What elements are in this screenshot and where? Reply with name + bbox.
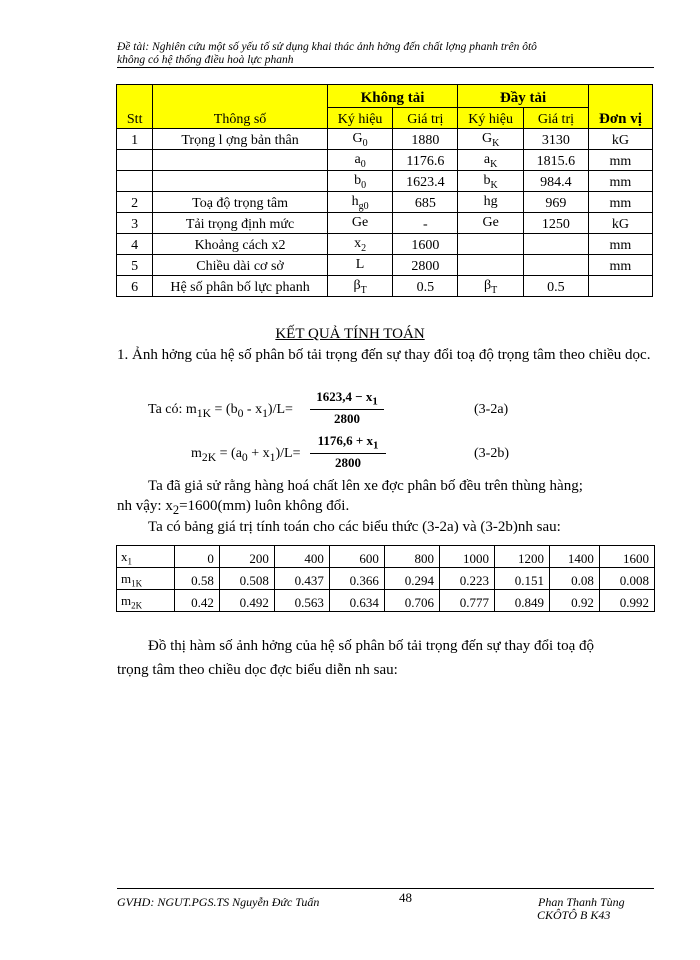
row-symbol-empty: $a_0$ (327, 150, 393, 171)
row-symbol-empty: $h_{g0}$ (327, 192, 393, 213)
row-unit: mm (588, 255, 652, 276)
row-symbol-full: $G_K$ (458, 129, 524, 150)
row-param: Toạ độ trọng tâm (153, 192, 327, 213)
row-symbol-full: Ge (458, 213, 524, 234)
row-symbol-empty: Ge (327, 213, 393, 234)
row-stt: 6 (117, 276, 153, 297)
row-value-empty: 2800 (393, 255, 458, 276)
col-stt-header: Stt (117, 85, 153, 129)
values-cell: 1400 (549, 546, 599, 568)
values-cell: 0.08 (549, 568, 599, 590)
values-cell: 1200 (494, 546, 549, 568)
row-stt: 3 (117, 213, 153, 234)
row-stt (117, 171, 153, 192)
row-stt: 1 (117, 129, 153, 150)
parameter-row (117, 150, 653, 171)
row-symbol-empty: $G_0$ (327, 129, 393, 150)
parameter-table-body (117, 129, 653, 297)
values-cell: 0.706 (384, 590, 439, 612)
row-value-full: 1815.6 (523, 150, 588, 171)
footer-class: CKÔTÔ B K43 (537, 908, 611, 922)
row-param: Trọng l ợng bản thân (153, 129, 327, 150)
group-full-header: Đầy tải (458, 85, 589, 108)
footer-supervisor: GVHD: NGUT.PGS.TS Nguyễn Đức Tuấn (117, 895, 320, 909)
paragraph-2a: Ta đã giả sử rằng hàng hoá chất lên xe đợc phân bố đều trên thùng hàng; (148, 478, 583, 494)
values-cell: 0.92 (549, 590, 599, 612)
values-cell: 0.366 (329, 568, 384, 590)
values-row (117, 568, 655, 590)
parameter-row (117, 192, 653, 213)
row-value-full: 969 (523, 192, 588, 213)
row-symbol-full: $\beta_T$ (458, 276, 524, 297)
row-param: Hệ số phân bố lực phanh (153, 276, 327, 297)
header-line-1: Đề tài: Nghiên cứu một số yếu tố sử dụng khai thác ảnh hởng đến chất lợng phanh trên ôtô (117, 41, 537, 53)
val-header-full: Giá trị (523, 108, 588, 129)
row-value-empty: - (393, 213, 458, 234)
values-cell: 0.223 (439, 568, 494, 590)
parameter-row (117, 129, 653, 150)
row-unit: mm (588, 150, 652, 171)
row-unit: kG (588, 213, 652, 234)
parameter-row (117, 171, 653, 192)
parameter-row (117, 276, 653, 297)
row-value-empty: 685 (393, 192, 458, 213)
values-cell: 0.508 (219, 568, 274, 590)
header-divider (117, 67, 654, 68)
row-value-empty: 1880 (393, 129, 458, 150)
row-unit: kG (588, 129, 652, 150)
values-cell: 0.151 (494, 568, 549, 590)
row-value-empty: 1623.4 (393, 171, 458, 192)
parameter-row (117, 234, 653, 255)
values-row-label: $m_{2K}$ (117, 590, 175, 612)
paragraph-4a: Đồ thị hàm số ảnh hởng của hệ số phân bố tải trọng đến sự thay đổi toạ độ (148, 638, 594, 654)
header-line-2: không có hệ thống điều hoà lực phanh (117, 54, 294, 66)
row-unit: mm (588, 234, 652, 255)
values-cell: 200 (219, 546, 274, 568)
parameter-row (117, 213, 653, 234)
values-cell: 0.58 (175, 568, 220, 590)
row-symbol-full: $a_K$ (458, 150, 524, 171)
page-header (117, 41, 657, 67)
values-cell: 1000 (439, 546, 494, 568)
sym-header-full: Ký hiệu (458, 108, 524, 129)
values-row-label: $m_{1K}$ (117, 568, 175, 590)
equation-number-3-2b: (3-2b) (474, 446, 509, 461)
values-cell: 0.563 (274, 590, 329, 612)
row-symbol-full (458, 234, 524, 255)
row-param: Chiều dài cơ sở (153, 255, 327, 276)
row-symbol-empty: $b_0$ (327, 171, 393, 192)
row-stt: 5 (117, 255, 153, 276)
row-unit (588, 276, 652, 297)
values-table (116, 545, 655, 612)
equation-number-3-2a: (3-2a) (474, 402, 509, 417)
values-cell: 1600 (599, 546, 654, 568)
values-cell: 800 (384, 546, 439, 568)
values-row (117, 590, 655, 612)
values-cell: 0.492 (219, 590, 274, 612)
fraction-3-2a: $\frac{1623,4 - x_1}{2800}$ (310, 389, 384, 427)
row-stt: 2 (117, 192, 153, 213)
row-value-full: 0.5 (523, 276, 588, 297)
row-value-empty: 0.5 (393, 276, 458, 297)
col-unit-header: Đơn vị (588, 85, 652, 129)
row-stt (117, 150, 153, 171)
footer-author: Phan Thanh Tùng (538, 895, 625, 909)
parameter-row (117, 255, 653, 276)
row-param (153, 150, 327, 171)
values-cell: 600 (329, 546, 384, 568)
footer-divider (117, 888, 654, 889)
parameter-table (116, 84, 653, 297)
row-value-full: 3130 (523, 129, 588, 150)
values-cell: 0.437 (274, 568, 329, 590)
row-symbol-empty: $\beta_T$ (327, 276, 393, 297)
values-cell: 0.992 (599, 590, 654, 612)
sym-header-empty: Ký hiệu (327, 108, 393, 129)
row-value-empty: 1176.6 (393, 150, 458, 171)
row-symbol-empty: L (327, 255, 393, 276)
formula-3-2a: Ta có: $m_{1K} = (b_0 - x_1)/L=$ (148, 402, 293, 420)
formula-3-2b: $m_{2K} = (a_0 + x_1)/L=$ (191, 446, 301, 464)
fraction-3-2b: $\frac{1176,6 + x_1}{2800}$ (310, 433, 386, 471)
values-cell: 0 (175, 546, 220, 568)
row-unit: mm (588, 171, 652, 192)
values-cell: 0.634 (329, 590, 384, 612)
col-param-header: Thông số (153, 85, 327, 129)
row-symbol-full (458, 255, 524, 276)
page-number: 48 (399, 890, 412, 905)
group-empty-header: Không tải (327, 85, 458, 108)
row-value-full: 1250 (523, 213, 588, 234)
values-cell: 0.777 (439, 590, 494, 612)
section-title: KẾT QUẢ TÍNH TOÁN (275, 326, 425, 342)
values-row (117, 546, 655, 568)
paragraph-2b: nh vậy: $x_2=1600(mm)$ luôn không đổi. (117, 498, 350, 517)
values-cell: 0.294 (384, 568, 439, 590)
val-header-empty: Giá trị (393, 108, 458, 129)
paragraph-3: Ta có bảng giá trị tính toán cho các biểu thức (3-2a) và (3-2b)nh sau: (148, 519, 561, 535)
row-unit: mm (588, 192, 652, 213)
paragraph-4b: trọng tâm theo chiều dọc đợc biểu diễn nh sau: (117, 662, 398, 678)
values-cell: 0.42 (175, 590, 220, 612)
row-param (153, 171, 327, 192)
values-cell: 0.008 (599, 568, 654, 590)
values-cell: 400 (274, 546, 329, 568)
row-param: Khoảng cách x2 (153, 234, 327, 255)
row-value-full: 984.4 (523, 171, 588, 192)
row-value-full (523, 234, 588, 255)
paragraph-1: 1. Ảnh hởng của hệ số phân bố tải trọng đến sự thay đổi toạ độ trọng tâm theo chiều dọc. (117, 347, 651, 363)
row-symbol-empty: $x_2$ (327, 234, 393, 255)
row-value-full (523, 255, 588, 276)
row-param: Tải trọng định mức (153, 213, 327, 234)
values-cell: 0.849 (494, 590, 549, 612)
row-symbol-full: hg (458, 192, 524, 213)
row-value-empty: 1600 (393, 234, 458, 255)
values-row-label: $x_1$ (117, 546, 175, 568)
row-stt: 4 (117, 234, 153, 255)
row-symbol-full: $b_K$ (458, 171, 524, 192)
